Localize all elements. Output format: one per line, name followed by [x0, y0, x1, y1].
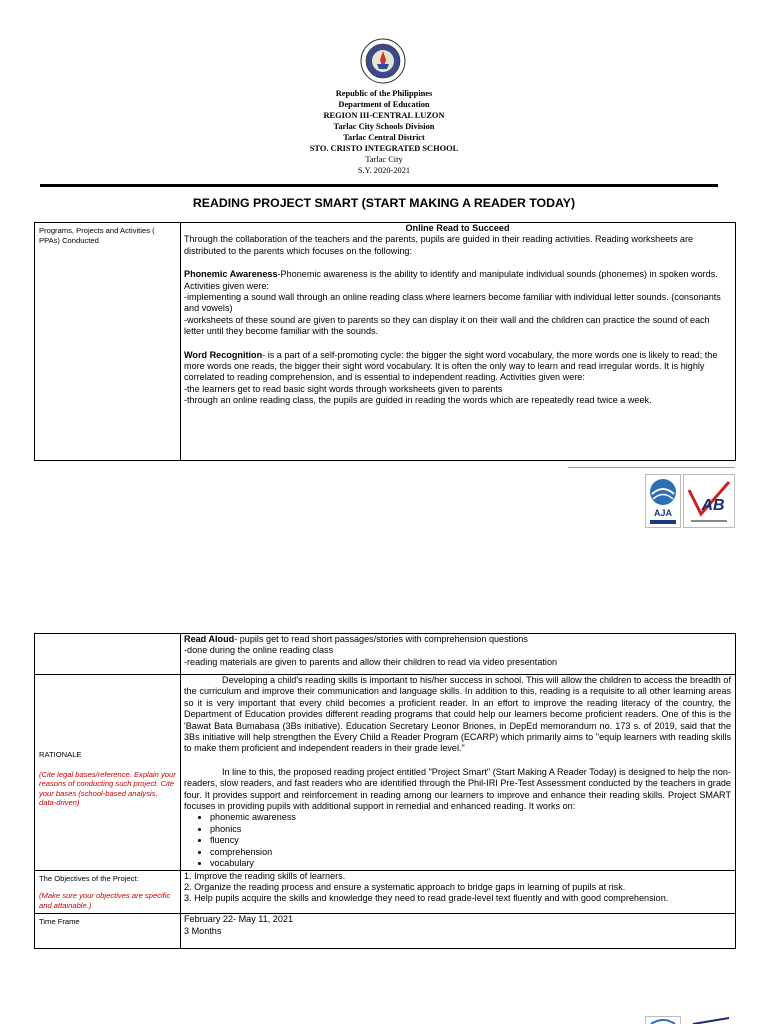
project-details-table [34, 633, 736, 949]
read-aloud-activity-1: -done during the online reading class [184, 645, 334, 656]
word-activity-1: -the learners get to read basic sight words through worksheets given to parents [184, 383, 503, 394]
rationale-note: (Cite legal bases/reference. Explain your reasons of conducting such project. Cite your bases (school-based analysis, data-driven) [39, 769, 176, 808]
time-frame-label: Time Frame [35, 914, 181, 949]
deped-seal-icon [360, 38, 406, 84]
header-line-6: STO. CRISTO INTEGRATED SCHOOL [309, 144, 459, 153]
read-aloud-row [35, 634, 736, 675]
objectives-content [181, 870, 736, 914]
header-city: Tarlac City [365, 155, 403, 164]
aja-certification-logo [645, 474, 681, 528]
time-frame-content [181, 914, 736, 949]
svg-text:AB: AB [701, 497, 725, 514]
objectives-label-cell [35, 870, 181, 914]
phonemic-paragraph: Phonemic Awareness-Phonemic awareness is the ability to identify and manipulate individual sounds (phonemes) in spoken words. Activities given were: [184, 269, 718, 291]
header-rule [40, 184, 718, 187]
svg-text:AJA: AJA [653, 508, 673, 518]
ppa-content [181, 223, 736, 461]
time-frame-row [35, 914, 736, 949]
aja-logo-partial-icon [645, 1016, 681, 1024]
rationale-paragraph-2: In line to this, the proposed reading project entitled "Project Smart" (Start Making A Reader Today) is designed to help the non-readers, slow readers, and fast readers who are identified through the Phil-IRI Pre-Test Assessment conducted by the teachers in grade four. It provides support and reinforcement in reading among our learners to improve and enhance their reading skills. Project SMART focuses in providing pupils with additional support in remedial and enhanced reading. It works on: [184, 766, 731, 812]
rationale-focus-list [184, 812, 731, 869]
header-line-2: Department of Education [338, 100, 430, 109]
word-activity-2: -through an online reading class, the pupils are guided in reading the words which are repeatedly read twice a week. [184, 395, 652, 406]
read-aloud-paragraph: Read Aloud- pupils get to read short passages/stories with comprehension questions [184, 634, 528, 644]
rationale-row [35, 675, 736, 871]
ab-logo-partial-icon [683, 1016, 735, 1024]
page-title: READING PROJECT SMART (START MAKING A READER TODAY) [192, 196, 576, 210]
objectives-label: The Objectives of the Project: [39, 873, 139, 883]
header-line-1: Republic of the Philippines [335, 89, 433, 98]
rationale-label: RATIONALE [39, 750, 82, 759]
header-line-4: Tarlac City Schools Division [333, 122, 435, 131]
objectives-note: (Make sure your objectives are specific and attainable.) [39, 891, 171, 910]
time-frame-dates: February 22- May 11, 2021 [184, 914, 294, 925]
letterhead [0, 88, 768, 176]
ppa-row [35, 223, 736, 461]
read-aloud-activity-2: -reading materials are given to parents and allow their children to read via video presentation [184, 656, 558, 667]
word-recognition-paragraph: Word Recognition- is a part of a self-promoting cycle: the bigger the sight word vocabulary, the more words one is likely to read; the more words one reads, the bigger their sight word vocabulary. It is often the only way to learn and read irregular words. It is highly correlated to reading comprehension, and is essential to independent reading. Activities given were: [184, 349, 718, 383]
rationale-label-cell [35, 675, 181, 871]
header-line-5: Tarlac Central District [343, 133, 425, 142]
rationale-content [181, 675, 736, 871]
list-item: • fluency [210, 835, 731, 846]
ppa-heading: Online Read to Succeed [405, 223, 510, 233]
ab-accreditation-logo [683, 474, 735, 528]
list-item: • vocabulary [210, 858, 731, 869]
read-aloud-content [181, 634, 736, 675]
footer-rule [568, 467, 735, 468]
objective-item-2: 2. Organize the reading process and ensure a systematic approach to bridge gaps in learning of pupils at risk. [184, 881, 626, 892]
phonemic-activity-2: -worksheets of these sound are given to parents so they can display it on their wall and the children can practice the sound of each letter until they become familiar with the sounds. [184, 314, 710, 337]
objective-item-3: 3. Help pupils acquire the skills and knowledge they need to read grade-level text fluently and with good comprehension. [184, 893, 669, 904]
list-item: • comprehension [210, 847, 731, 858]
phonemic-activity-1: -implementing a sound wall through an online reading class where learners become familiar with individual letter sounds. (consonants and vowels) [184, 292, 721, 314]
header-school-year: S.Y. 2020-2021 [357, 166, 411, 175]
time-frame-duration: 3 Months [184, 925, 222, 936]
list-item: • phonemic awareness [210, 812, 731, 823]
rationale-paragraph-1: Developing a child's reading skills is important to his/her success in school. This will allow the children to access the breadth of the curriculum and improve their communication and language skills. In addition to this, reading is a requisite to all other learning areas so it is very important that every child becomes a proficient reader. In an effort to improve the reading literacy of the country, the Department of Education provides different reading programs that could help our learners become proficient readers. One of this is the 'Bawat Bata Bumabasa (3Bs initiative). Education Secretary Leonor Briones, in DepEd memorandum no. 173 s. of 2019, said that the 3Bs initiative will help strengthen the Every Child a Reader Program (ECARP) which primarily aims to "equip learners with reading skills to make them proficient and independent readers in their grade level." [184, 675, 731, 754]
ppa-table [34, 222, 736, 461]
objectives-row [35, 870, 736, 914]
header-line-3: REGION III-CENTRAL LUZON [323, 111, 445, 120]
ppa-label: Programs, Projects and Activities ( PPAs) Conducted [35, 223, 181, 461]
read-aloud-label [35, 634, 181, 675]
objective-item-1: 1. Improve the reading skills of learners. [184, 870, 346, 881]
ppa-intro: Through the collaboration of the teachers and the parents, pupils are guided in their reading activities. Reading worksheets are distributed to the parents which focuses on the following: [184, 234, 694, 256]
list-item: • phonics [210, 824, 731, 835]
